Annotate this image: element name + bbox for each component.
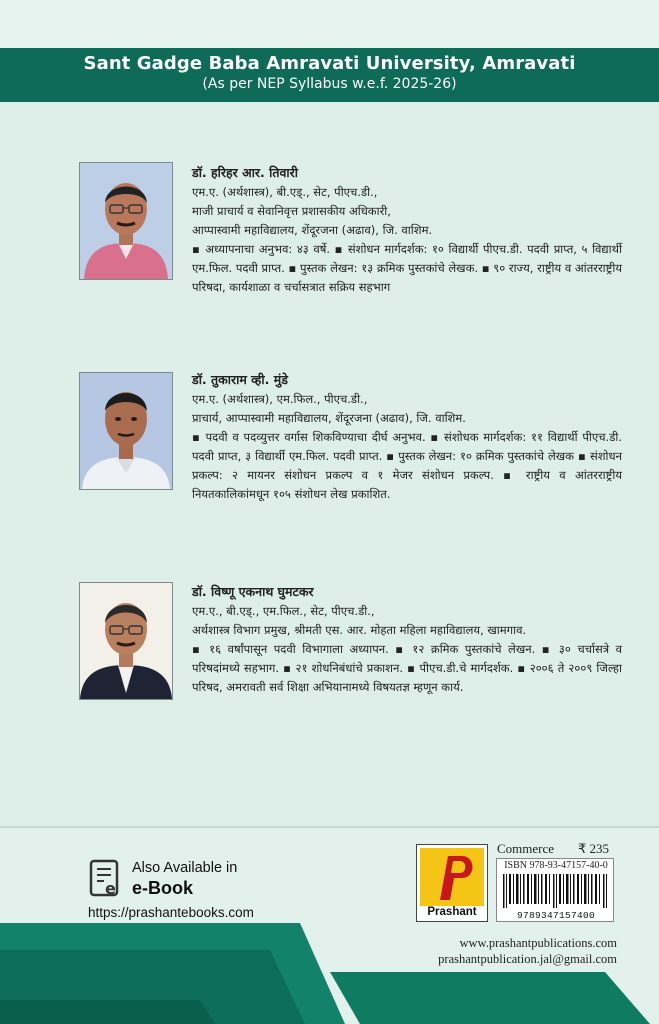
author-achievements: ▪ पदवी व पदव्युत्तर वर्गास शिकविण्याचा दीर्घ अनुभव. ▪ संशोधक मार्गदर्शक: ११ विद्यार्थी पीएच.डी. पदवी प्राप्त, ३ विद्यार्थी एम.फिल. पदवी प्राप्त. ▪ पुस्तक लेखन: १० क्रमिक पुस्तकांचे लेखक ▪ संशोधन प्रकल्प: २ मायनर संशोधन प्रकल्प व १ मेजर संशोधन प्रकल्प. ▪ राष्ट्रीय व आंतरराष्ट्रीय नियतकालिकांमधून १०५ संशोधन लेख प्रकाशित. [192, 430, 622, 501]
author-name-2: डॉ. तुकाराम व्ही. मुंडे [192, 372, 288, 387]
author-qualification: एम.ए. (अर्थशास्त्र), बी.एड्., सेट, पीएच.डी., [192, 185, 378, 199]
author-photo-3 [79, 582, 173, 700]
author-name-1: डॉ. हरिहर आर. तिवारी [192, 165, 299, 180]
author-qualification: एम.ए., बी.एड्., एम.फिल., सेट, पीएच.डी., [192, 604, 375, 618]
university-banner [0, 48, 659, 102]
price-label: ₹ 235 [578, 841, 610, 856]
author-info-1 [192, 163, 622, 297]
ebook-label: e-Book [132, 878, 194, 898]
publisher-logo [416, 844, 488, 922]
author-institution: आप्पास्वामी महाविद्यालय, शेंदूरजना (अढाव), जि. वाशिम. [192, 223, 433, 237]
publisher-website[interactable]: www.prashantpublications.com [459, 936, 617, 950]
publisher-name: Prashant [427, 906, 477, 918]
university-name: Sant Gadge Baba Amravati University, Amravati [83, 53, 576, 74]
author-photo-1 [79, 162, 173, 280]
publisher-email[interactable]: prashantpublication.jal@gmail.com [438, 952, 617, 966]
isbn-number: ISBN 978-93-47157-40-0 [504, 860, 608, 871]
author-position: अर्थशास्त्र विभाग प्रमुख, श्रीमती एस. आर. मोहता महिला महाविद्यालय, खामगाव. [192, 623, 527, 637]
author-position: माजी प्राचार्य व सेवानिवृत्त प्रशासकीय अधिकारी, [192, 204, 391, 218]
author-photo-2 [79, 372, 173, 490]
subject-label: Commerce [497, 841, 555, 856]
publisher-contact [438, 935, 617, 967]
author-position: प्राचार्य, आप्पास्वामी महाविद्यालय, शेंदूरजना (अढाव), जि. वाशिम. [192, 411, 466, 425]
syllabus-note: (As per NEP Syllabus w.e.f. 2025-26) [202, 76, 457, 92]
author-achievements: ▪ अध्यापनाचा अनुभव: ४३ वर्षे. ▪ संशोधन मार्गदर्शक: १० विद्यार्थी पीएच.डी. पदवी प्राप्त, ५ विद्यार्थी एम.फिल. पदवी प्राप्त. ▪ पुस्तक लेखन: १३ क्रमिक पुस्तकांचे लेखक. ▪ ९० राज्य, राष्ट्रीय व आंतरराष्ट्रीय परिषदा, कार्यशाळा व चर्चासत्रात सक्रिय सहभाग [192, 242, 622, 294]
publisher-logo-mark [420, 848, 484, 906]
author-achievements: ▪ १६ वर्षांपासून पदवी विभागाला अध्यापन. ▪ १२ क्रमिक पुस्तकांचे लेखन. ▪ ३० चर्चासत्रे व परिषदांमध्ये सहभाग. ▪ २१ शोधनिबंधांचे प्रकाशन. ▪ पीएच.डी.चे मार्गदर्शक. ▪ २००६ ते २००९ जिल्हा परिषद, अमरावती सर्व शिक्षा अभियानामध्ये विषयतज्ञ म्हणून कार्य. [192, 642, 622, 694]
author-name-3: डॉ. विष्णू एकनाथ घुमटकर [192, 584, 314, 599]
author-info-3 [192, 582, 622, 697]
author-info-2 [192, 370, 622, 504]
barcode-bars [501, 874, 611, 908]
ebook-availability-text: Also Available in [132, 860, 238, 876]
barcode-number: 9789347157400 [516, 910, 595, 921]
ebook-url-link[interactable]: https://prashantebooks.com [88, 905, 254, 920]
isbn-barcode [496, 858, 614, 922]
author-qualification: एम.ए. (अर्थशास्त्र), एम.फिल., पीएच.डी., [192, 392, 368, 406]
top-strip [0, 0, 659, 48]
ebook-icon [88, 859, 122, 899]
svg-text:e: e [105, 879, 116, 898]
